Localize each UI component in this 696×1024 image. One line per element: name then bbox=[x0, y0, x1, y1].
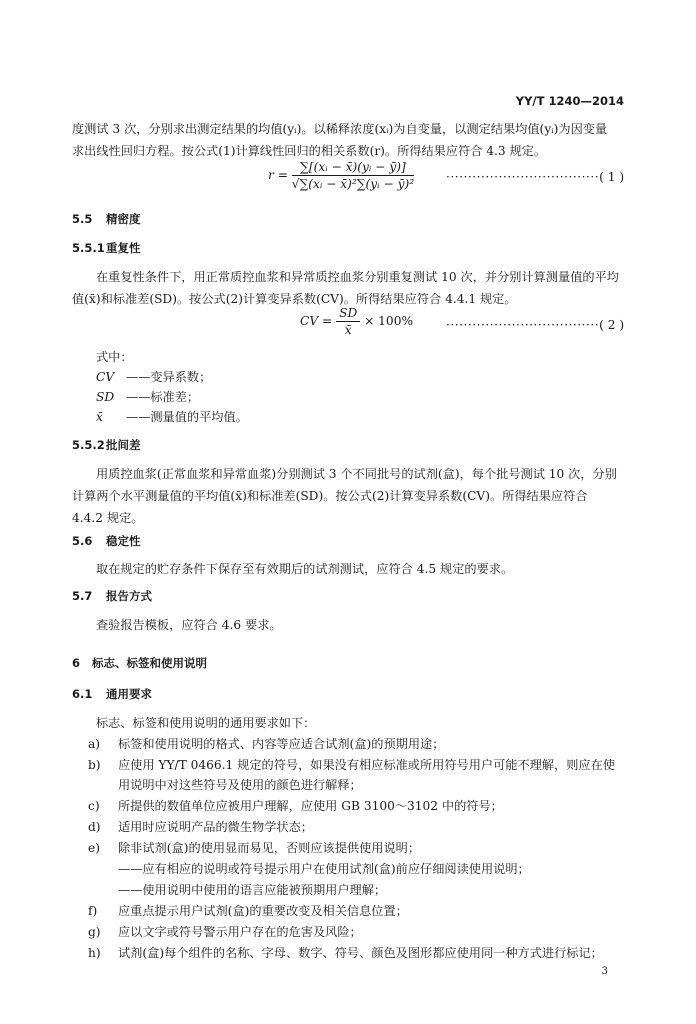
section-number: 5.6 bbox=[72, 534, 93, 548]
formula-2-leader bbox=[446, 318, 624, 332]
s552-line-3: 4.4.2 规定。 bbox=[72, 511, 144, 525]
section-5-5-heading bbox=[72, 211, 141, 227]
section-title: 重复性 bbox=[106, 241, 141, 255]
list-item-e bbox=[88, 839, 420, 856]
formula-2-fraction bbox=[336, 306, 360, 337]
s551-line-1: 在重复性条件下，用正常质控血浆和异常质控血浆分别重复测试 10 次，并分别计算测量值的平均 bbox=[96, 270, 619, 284]
section-number: 5.5 bbox=[72, 212, 93, 226]
formula-2-lhs: CV = bbox=[300, 314, 333, 328]
list-text: 适用时应说明产品的微生物学状态； bbox=[118, 820, 313, 834]
s552-line-1: 用质控血浆(正常血浆和异常血浆)分别测试 3 个不同批号的试剂(盒)，每个批号测试 10 次，分别 bbox=[96, 467, 617, 481]
formula-2-dots: ··································· bbox=[446, 318, 600, 332]
list-item-e-sub-1: ——应有相应的说明或符号提示用户在使用试剂(盒)前应仔细阅读使用说明； bbox=[118, 862, 530, 876]
list-item-c bbox=[88, 797, 503, 814]
section-number: 5.5.2 bbox=[72, 438, 105, 452]
list-text: 应以文字或符号警示用户存在的危害及风险； bbox=[118, 925, 362, 939]
list-marker: d) bbox=[88, 820, 101, 834]
description: ——标准差； bbox=[126, 390, 200, 404]
section-title: 通用要求 bbox=[106, 687, 152, 701]
intro-line-2: 求出线性回归方程。按公式(1)计算线性回归的相关系数(r)。所得结果应符合 4.3 规定。 bbox=[72, 144, 547, 158]
page-number: 3 bbox=[601, 966, 608, 977]
list-item-h bbox=[88, 944, 603, 961]
list-text: 标签和使用说明的格式、内容等应适合试剂(盒)的预期用途； bbox=[118, 737, 445, 751]
where-item-sd bbox=[96, 388, 199, 405]
section-5-7-heading bbox=[72, 588, 152, 604]
s61-intro: 标志、标签和使用说明的通用要求如下： bbox=[96, 716, 316, 730]
list-text: 应使用 YY/T 0466.1 规定的符号，如果没有相应标准或所用符号用户可能不理解，则应在使 bbox=[118, 758, 615, 772]
section-number: 5.5.1 bbox=[72, 241, 105, 255]
s552-line-2: 计算两个水平测量值的平均值(x̄)和标准差(SD)。按公式(2)计算变异系数(CV)。所得结果应符合 bbox=[72, 489, 588, 503]
list-marker: f) bbox=[88, 904, 98, 918]
list-item-a bbox=[88, 735, 444, 752]
list-text: 除非试剂(盒)的使用显而易见，否则应该提供使用说明； bbox=[118, 841, 421, 855]
formula-1-lhs: r = bbox=[268, 168, 288, 182]
list-text: 试剂(盒)每个组件的名称、字母、数字、符号、颜色及图形都应使用同一种方式进行标记； bbox=[118, 946, 603, 960]
section-number: 6 bbox=[72, 656, 81, 670]
section-number: 6.1 bbox=[72, 687, 93, 701]
section-6-1-heading bbox=[72, 686, 152, 702]
description: ——变异系数； bbox=[126, 370, 212, 384]
s551-line-2: 值(x̄)和标准差(SD)。按公式(2)计算变异系数(CV)。所得结果应符合 4.4.1 规定。 bbox=[72, 292, 517, 306]
section-6-heading bbox=[72, 655, 207, 671]
section-title: 批间差 bbox=[106, 438, 141, 452]
section-title: 报告方式 bbox=[106, 589, 152, 603]
formula-1-dots: ··································· bbox=[446, 170, 600, 184]
formula-1-leader bbox=[446, 170, 624, 184]
list-marker: h) bbox=[88, 946, 101, 960]
section-title: 稳定性 bbox=[106, 534, 141, 548]
list-marker: c) bbox=[88, 799, 100, 813]
list-marker: a) bbox=[88, 737, 101, 751]
section-5-5-2-heading bbox=[72, 437, 141, 453]
list-text: 应重点提示用户试剂(盒)的重要改变及相关信息位置； bbox=[118, 904, 408, 918]
list-item-e-sub-2: ——使用说明中使用的语言应能被预期用户理解； bbox=[118, 883, 387, 897]
formula-1-number: ( 1 ) bbox=[599, 170, 625, 184]
formula-2-number: ( 2 ) bbox=[599, 318, 625, 332]
list-marker: g) bbox=[88, 925, 101, 939]
section-5-5-1-heading bbox=[72, 240, 141, 256]
section-title: 精密度 bbox=[106, 212, 141, 226]
standard-code: YY/T 1240—2014 bbox=[515, 94, 624, 108]
s56-line-1: 取在规定的贮存条件下保存至有效期后的试剂测试，应符合 4.5 规定的要求。 bbox=[96, 562, 514, 576]
where-label: 式中： bbox=[96, 350, 133, 364]
list-item-b-continued: 用说明中对这些符号及使用的颜色进行解释； bbox=[118, 778, 362, 792]
where-item-mean bbox=[96, 408, 248, 425]
section-number: 5.7 bbox=[72, 589, 93, 603]
symbol: SD bbox=[96, 390, 115, 404]
list-item-g bbox=[88, 923, 362, 940]
formula-2-numerator: SD bbox=[336, 306, 360, 322]
symbol: CV bbox=[96, 370, 115, 384]
list-marker: b) bbox=[88, 758, 101, 772]
formula-1-numerator: ∑[(xᵢ − x̄)(yᵢ − ȳ)] bbox=[292, 160, 414, 176]
formula-2-rhs: × 100% bbox=[364, 314, 414, 328]
list-item-b bbox=[88, 756, 615, 773]
formula-1-fraction bbox=[292, 160, 414, 191]
s57-line-1: 查验报告模板，应符合 4.6 要求。 bbox=[96, 618, 282, 632]
section-title: 标志、标签和使用说明 bbox=[92, 656, 207, 670]
formula-1-denominator: √∑(xᵢ − x̄)²∑(yᵢ − ȳ)² bbox=[291, 177, 415, 191]
where-item-cv bbox=[96, 368, 211, 385]
intro-line-1: 度测试 3 次，分别求出测定结果的均值(yᵢ)。以稀释浓度(xᵢ)为自变量，以测定结果均值(yᵢ)为因变量 bbox=[72, 122, 608, 136]
list-item-f bbox=[88, 902, 408, 919]
formula-2 bbox=[300, 306, 413, 337]
description: ——测量值的平均值。 bbox=[126, 410, 248, 424]
formula-2-denominator: x̄ bbox=[344, 323, 352, 337]
symbol: x̄ bbox=[96, 410, 103, 424]
list-text: 所提供的数值单位应被用户理解，应使用 GB 3100～3102 中的符号； bbox=[118, 799, 503, 813]
list-item-d bbox=[88, 818, 313, 835]
list-marker: e) bbox=[88, 841, 100, 855]
formula-1 bbox=[268, 160, 414, 191]
section-5-6-heading bbox=[72, 533, 141, 549]
